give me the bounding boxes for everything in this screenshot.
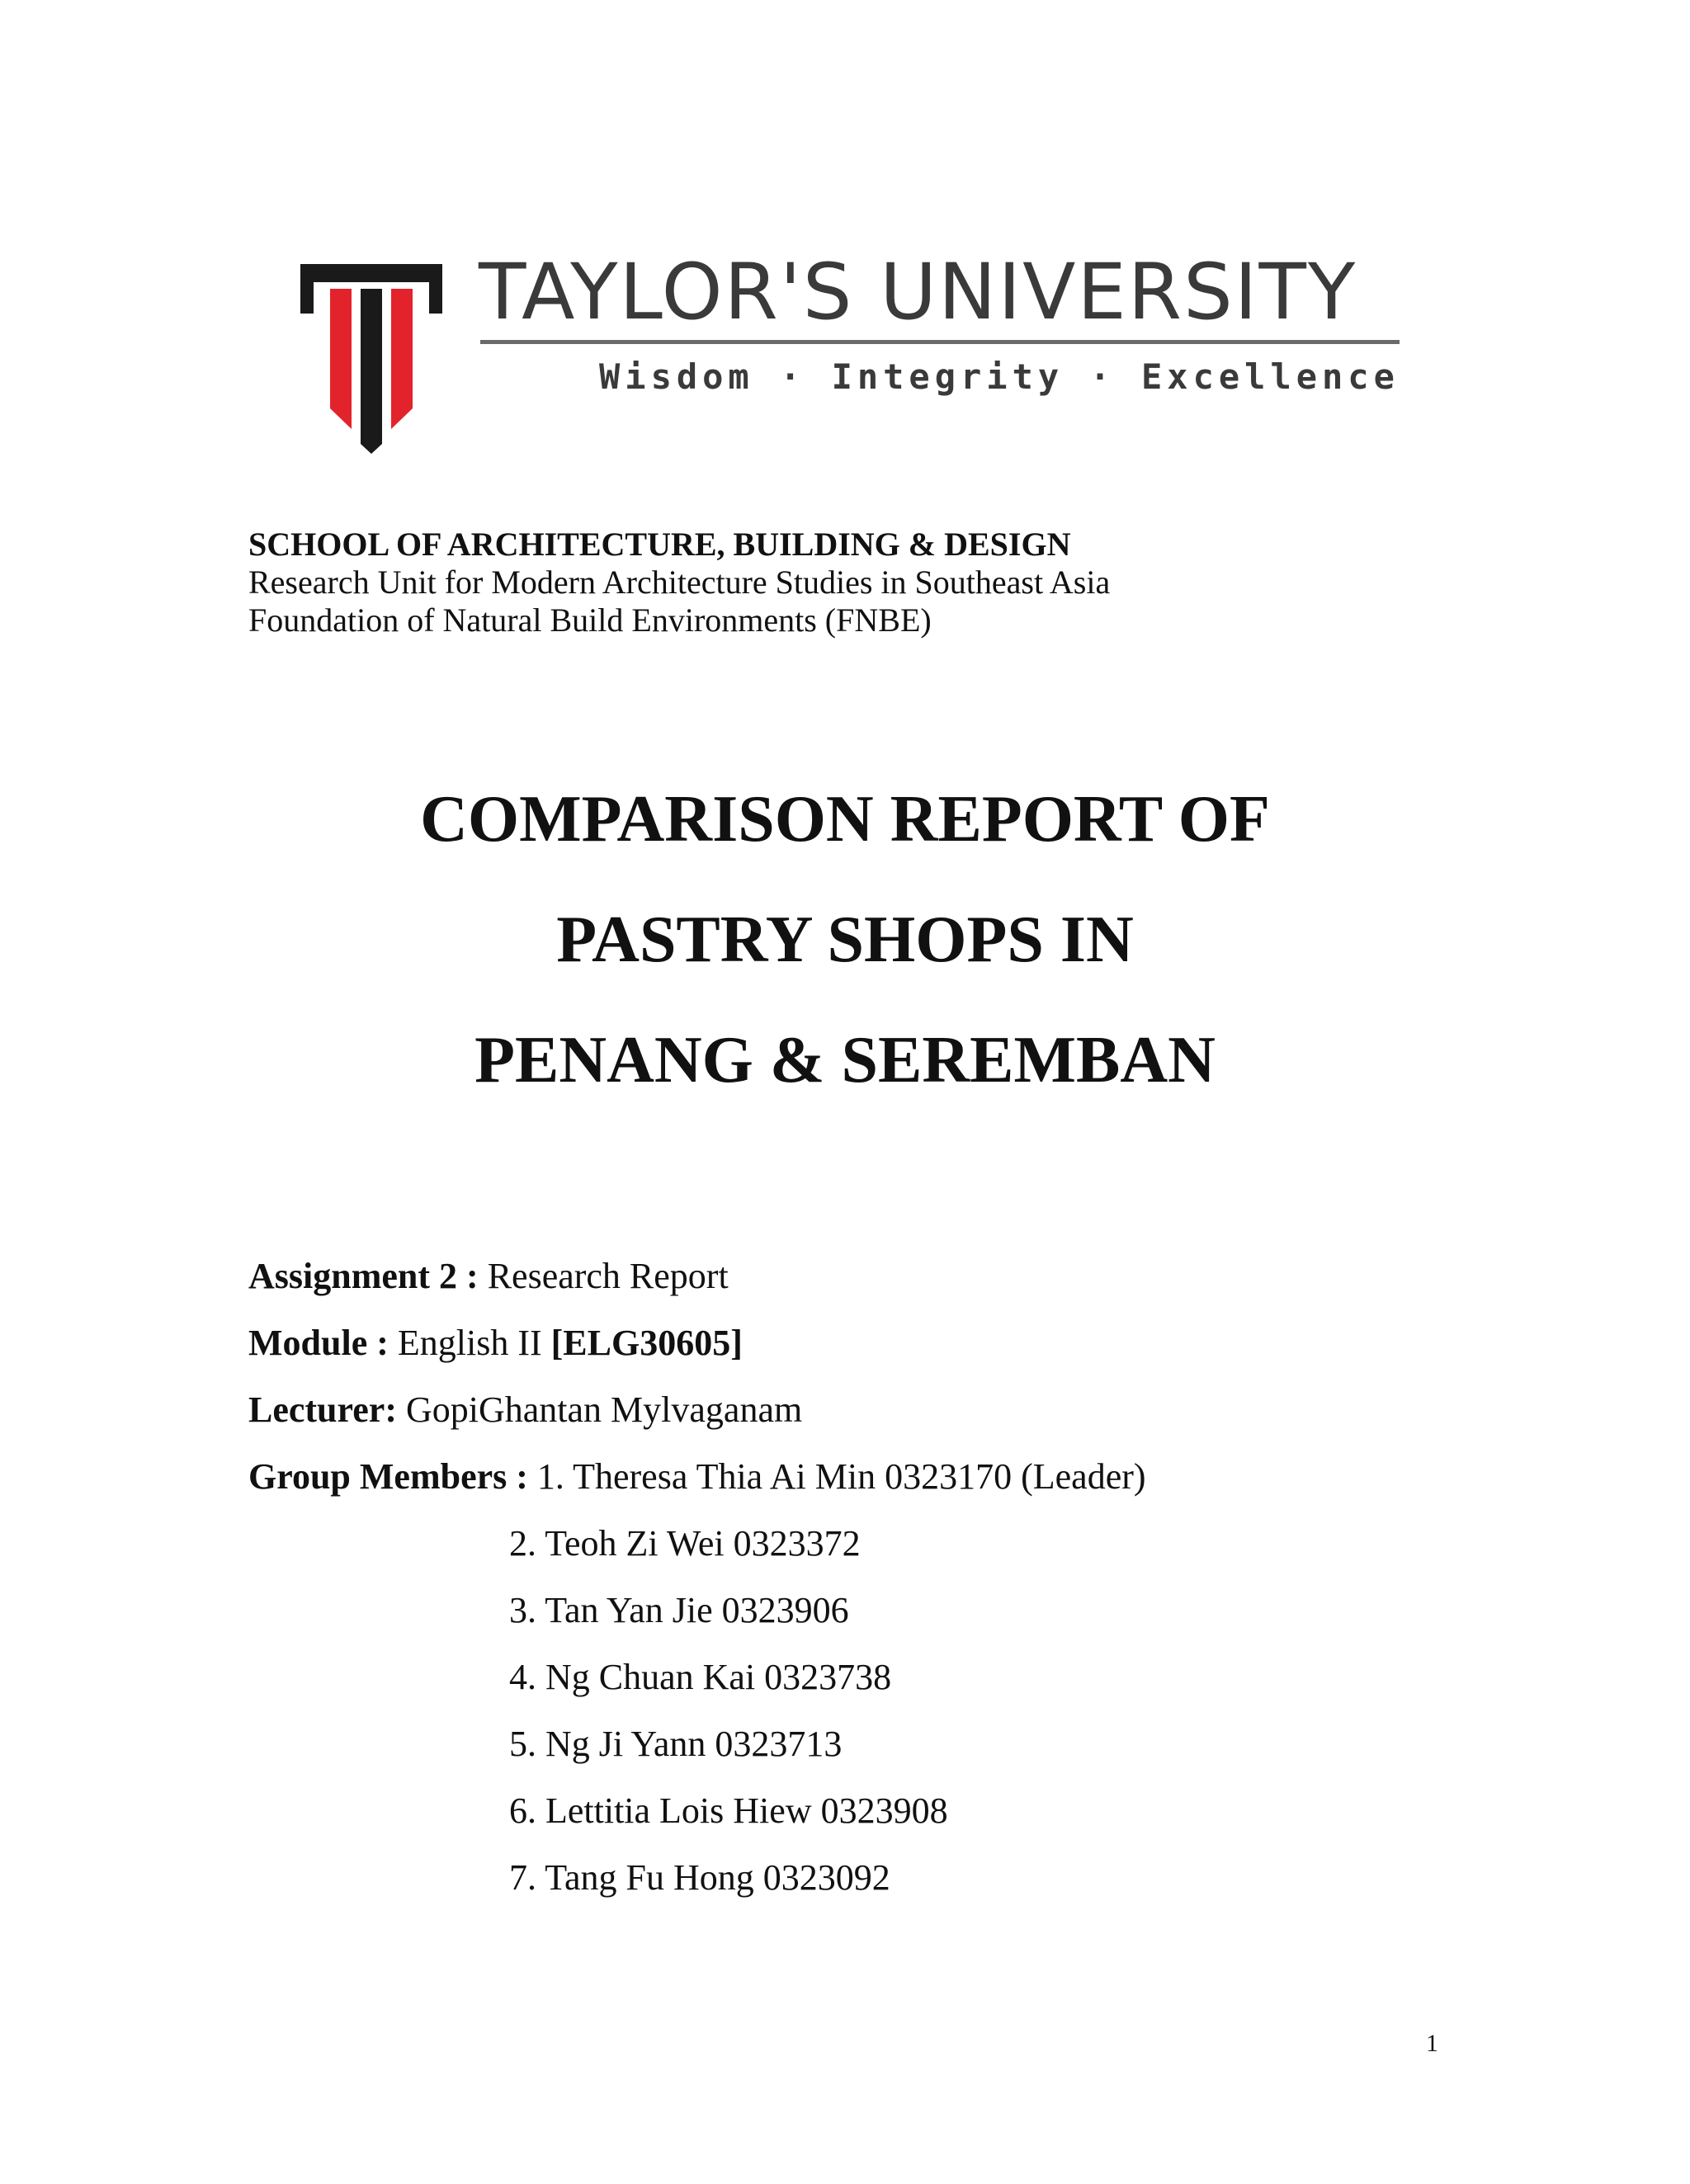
member-item: 2. Teoh Zi Wei 0323372 <box>509 1523 861 1564</box>
title-line-1: COMPARISON REPORT OF <box>420 783 1270 856</box>
assignment-details <box>248 1243 1146 1510</box>
module-row <box>248 1309 1146 1376</box>
university-crest-icon <box>297 248 462 454</box>
member-item: 6. Lettitia Lois Hiew 0323908 <box>509 1790 948 1831</box>
programme-name: Foundation of Natural Build Environments (FNBE) <box>248 601 932 639</box>
lecturer-value: GopiGhantan Mylvaganam <box>405 1389 803 1430</box>
module-code: [ELG30605] <box>550 1323 743 1363</box>
group-members-row <box>248 1443 1146 1510</box>
module-value: English II <box>397 1323 542 1363</box>
school-heading-block <box>248 526 1110 639</box>
lecturer-label: Lecturer: <box>248 1389 397 1430</box>
assignment-label: Assignment 2 : <box>248 1256 479 1296</box>
report-title <box>0 759 1690 1120</box>
member-item: 3. Tan Yan Jie 0323906 <box>509 1590 849 1630</box>
group-members-label: Group Members : <box>248 1456 528 1497</box>
university-motto: Wisdom · Integrity · Excellence <box>599 356 1400 397</box>
assignment-row <box>248 1243 1146 1309</box>
member-item: 4. Ng Chuan Kai 0323738 <box>509 1657 892 1697</box>
member-item: 1. Theresa Thia Ai Min 0323170 (Leader) <box>536 1456 1146 1497</box>
lecturer-row <box>248 1376 1146 1443</box>
university-logo <box>297 248 1403 454</box>
group-members-list <box>509 1510 948 1911</box>
logo-divider <box>480 340 1400 344</box>
member-item: 7. Tang Fu Hong 0323092 <box>509 1857 890 1898</box>
member-item: 5. Ng Ji Yann 0323713 <box>509 1724 843 1764</box>
research-unit: Research Unit for Modern Architecture Studies in Southeast Asia <box>248 564 1111 601</box>
university-name: TAYLOR'S UNIVERSITY <box>479 248 1357 337</box>
module-label: Module : <box>248 1323 389 1363</box>
title-line-2: PASTRY SHOPS IN <box>556 903 1134 976</box>
page-number: 1 <box>1426 2030 1438 2057</box>
school-name: SCHOOL OF ARCHITECTURE, BUILDING & DESIGN <box>248 526 1071 563</box>
assignment-value: Research Report <box>487 1256 729 1296</box>
title-line-3: PENANG & SEREMBAN <box>474 1024 1216 1097</box>
